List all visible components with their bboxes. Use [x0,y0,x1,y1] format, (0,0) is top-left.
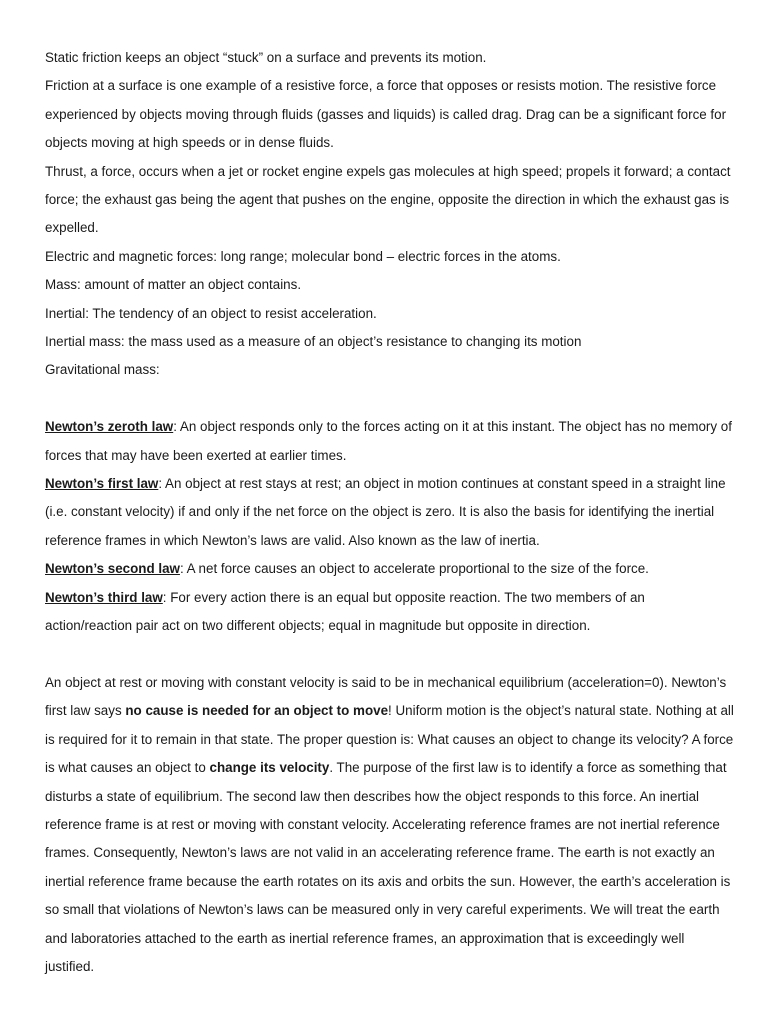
definition-gravitational-mass: Gravitational mass: [45,362,160,378]
definition-mass: Mass: amount of matter an object contains. [45,277,302,293]
definition-inertial: Inertial: The tendency of an object to resist acceleration. [45,305,377,321]
equilibrium-text-1: An object at rest or moving with constant velocity is said to be in mechanical equilibrium (acceleration=0). Newton’s first law says [45,674,727,719]
law-zeroth-text: : An object responds only to the forces acting on it at this instant. The object has no memory of forces that may have been exerted at earlier times. [45,419,732,463]
document-page [45,44,735,981]
law-first-name: Newton’s first law [45,476,159,492]
law-zeroth-name: Newton’s zeroth law [45,419,174,435]
law-third [45,584,735,641]
definition-electric-magnetic: Electric and magnetic forces: long range; molecular bond – electric forces in the atoms. [45,248,561,264]
law-second-name: Newton’s second law [45,561,180,577]
law-second [45,555,735,583]
law-first [45,470,735,555]
law-zeroth [45,413,735,470]
equilibrium-text-3: . The purpose of the first law is to identify a force as something that disturbs a state of equilibrium. The second law then describes how the object responds to this force. An inertial reference frame is at rest or moving with constant velocity. Accelerating reference frames are not inertial reference frames. Consequently, Newton’s laws are not valid in an accelerating reference frame. The earth is not exactly an inertial reference frame because the earth rotates on its axis and orbits the sun. However, the earth’s acceleration is so small that violations of Newton’s laws can be measured only in very careful experiments. We will treat the earth and laboratories attached to the earth as inertial reference frames, an approximation that is exceedingly well justified. [45,760,731,974]
equilibrium-emphasis-2: change its velocity [209,760,330,776]
law-second-text: : A net force causes an object to accelerate proportional to the size of the force. [179,561,649,577]
definition-thrust: Thrust, a force, occurs when a jet or rocket engine expels gas molecules at high speed; propels it forward; a contact force; the exhaust gas being the agent that pushes on the engine, opposite the direction in which the exhaust gas is expelled. [45,163,731,236]
law-third-text: : For every action there is an equal but opposite reaction. The two members of an action/reaction pair act on two different objects; equal in magnitude but opposite in direction. [45,589,645,634]
equilibrium-paragraph [45,669,735,981]
definition-inertial-mass: Inertial mass: the mass used as a measure of an object’s resistance to changing its motion [45,334,582,350]
paragraph-gap [45,385,735,413]
law-first-text: : An object at rest stays at rest; an object in motion continues at constant speed in a straight line (i.e. constant velocity) if and only if the net force on the object is zero. It is also the basis for identifying the inertial reference frames in which Newton’s laws are valid. Also known as the law of inertia. [45,476,726,548]
definition-static-friction: Static friction keeps an object “stuck” on a surface and prevents its motion. [45,50,487,65]
definition-friction-drag: Friction at a surface is one example of a resistive force, a force that opposes or resists motion. The resistive force experienced by objects moving through fluids (gasses and liquids) is called drag. Drag can be a significant force for objects moving at high speeds or in dense fluids. [45,78,727,151]
paragraph-gap [45,641,735,669]
equilibrium-emphasis-1: no cause is needed for an object to move [125,703,389,719]
law-third-name: Newton’s third law [45,589,163,605]
equilibrium-text-2: ! Uniform motion is the object’s natural state. Nothing at all is required for it to remain in that state. The proper question is: What causes an object to change its velocity? A force is what causes an object to [45,703,734,776]
